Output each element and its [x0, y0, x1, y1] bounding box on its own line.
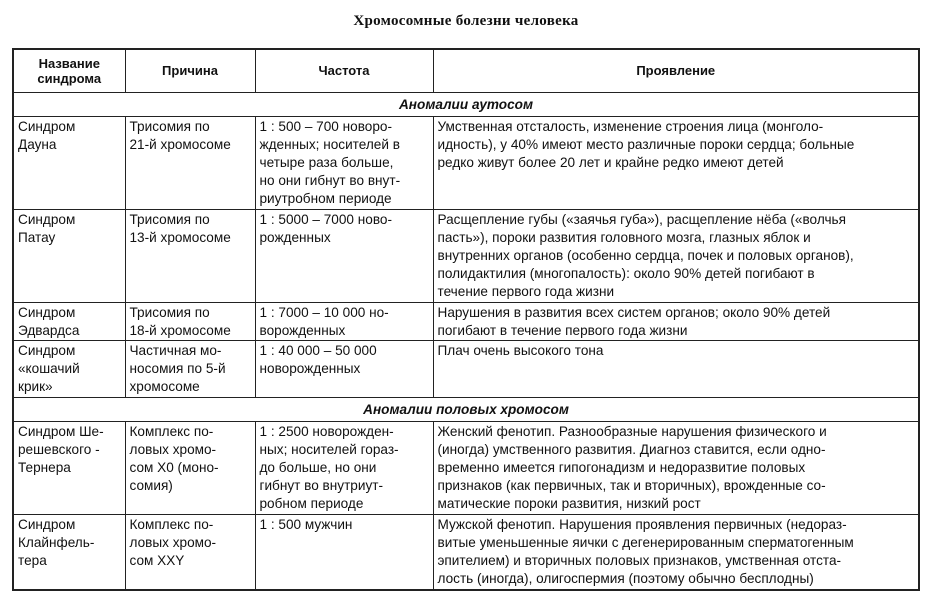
syndrome-cause: Трисомия по 18-й хромосоме [125, 302, 255, 340]
syndrome-cause: Комплекс по- ловых хромо- сом X0 (моно- сомия) [125, 421, 255, 514]
table-row [13, 421, 919, 514]
syndrome-cause: Трисомия по 21-й хромосоме [125, 116, 255, 209]
header-row [13, 49, 919, 92]
section-title: Аномалии аутосом [13, 92, 919, 116]
chromosome-diseases-table [12, 48, 920, 591]
table-row [13, 302, 919, 340]
section-title: Аномалии половых хромосом [13, 397, 919, 421]
syndrome-cause: Комплекс по- ловых хромо- сом XXY [125, 514, 255, 590]
syndrome-name: Синдром Клайнфель- тера [13, 514, 125, 590]
header-manifestation: Проявление [433, 49, 919, 92]
header-name: Название синдрома [13, 49, 125, 92]
syndrome-manifestation: Мужской фенотип. Нарушения проявления первичных (недораз- витые уменьшенные яички с дегенерированным сперматогенным эпителием) и вторичных половых признаков, умственная отста- лость (иногда), олигоспермия (поэтому обычно бесплодны) [433, 514, 919, 590]
syndrome-name: Синдром Дауна [13, 116, 125, 209]
table-row [13, 514, 919, 590]
syndrome-manifestation: Плач очень высокого тона [433, 340, 919, 397]
syndrome-name: Синдром Патау [13, 209, 125, 302]
syndrome-manifestation: Нарушения в развития всех систем органов; около 90% детей погибают в течение первого года жизни [433, 302, 919, 340]
syndrome-name: Синдром «кошачий крик» [13, 340, 125, 397]
syndrome-name: Синдром Эдвардса [13, 302, 125, 340]
syndrome-cause: Частичная мо- носомия по 5-й хромосоме [125, 340, 255, 397]
syndrome-frequency: 1 : 500 – 700 новоро- жденных; носителей в четыре раза больше, но они гибнут во внут- риутробном периоде [255, 116, 433, 209]
page-title: Хромосомные болезни человека [353, 13, 579, 29]
syndrome-frequency: 1 : 40 000 – 50 000 новорожденных [255, 340, 433, 397]
table-row [13, 116, 919, 209]
section-row [13, 397, 919, 421]
syndrome-manifestation: Умственная отсталость, изменение строения лица (монголо- идность), у 40% имеют место различные пороки сердца; больные редко живут более 20 лет и крайне редко имеют детей [433, 116, 919, 209]
syndrome-frequency: 1 : 5000 – 7000 ново- рожденных [255, 209, 433, 302]
table-row [13, 340, 919, 397]
syndrome-manifestation: Расщепление губы («заячья губа»), расщепление нёба («волчья пасть»), пороки развития головного мозга, глазных яблок и внутренних органов (особенно сердца, почек и половых органов), полидактилия (многопалость): около 90% детей погибают в течение первого года жизни [433, 209, 919, 302]
section-row [13, 92, 919, 116]
header-frequency: Частота [255, 49, 433, 92]
syndrome-manifestation: Женский фенотип. Разнообразные нарушения физического и (иногда) умственного развития. Диагноз ставится, если одно- временно имеется гипогонадизм и недоразвитие половых признаков (как первичных, так и вторичных), врожденные со- матические пороки развития, низкий рост [433, 421, 919, 514]
syndrome-cause: Трисомия по 13-й хромосоме [125, 209, 255, 302]
syndrome-name: Синдром Ше- решевского - Тернера [13, 421, 125, 514]
syndrome-frequency: 1 : 7000 – 10 000 но- ворожденных [255, 302, 433, 340]
table-row [13, 209, 919, 302]
syndrome-frequency: 1 : 500 мужчин [255, 514, 433, 590]
header-cause: Причина [125, 49, 255, 92]
syndrome-frequency: 1 : 2500 новорожден- ных; носителей гораз- до больше, но они гибнут во внутриут- робном периоде [255, 421, 433, 514]
